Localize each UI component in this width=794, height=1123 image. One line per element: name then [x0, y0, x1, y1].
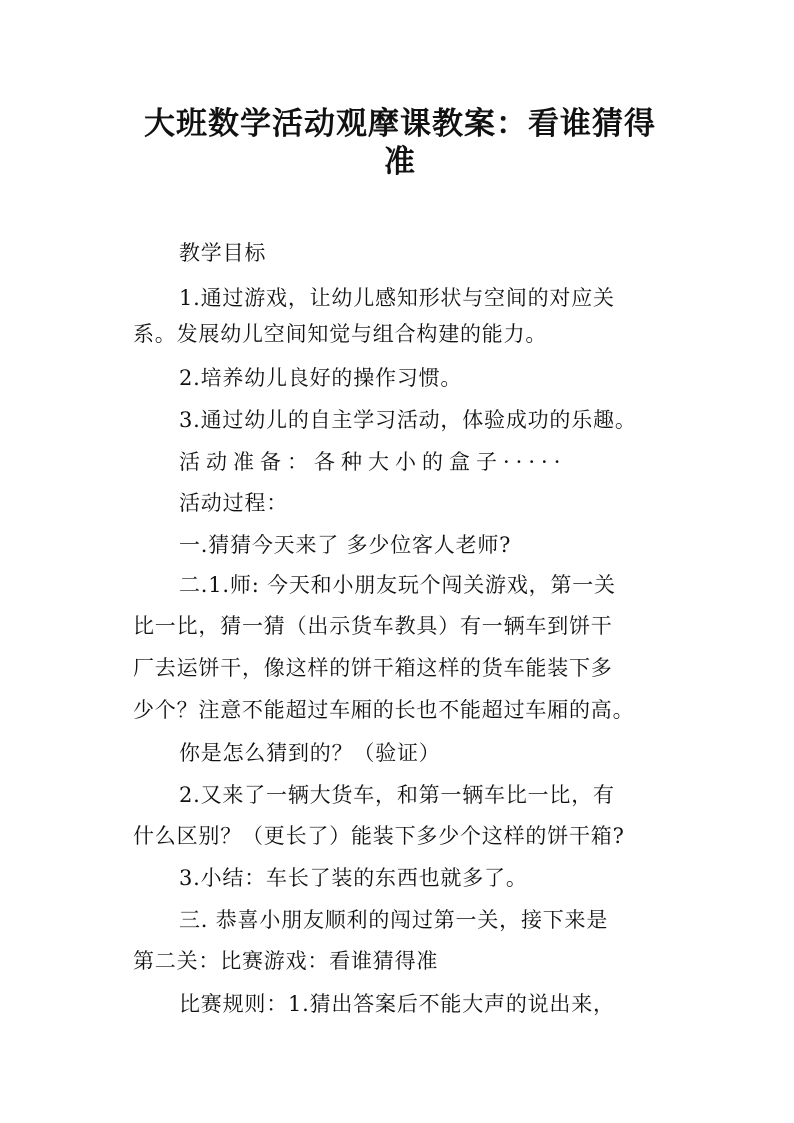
paragraph-line: 三. 恭喜小朋友顺利的闯过第一关，接下来是: [179, 908, 609, 932]
document-title-line-1: 大班数学活动观摩课教案：看谁猜得: [144, 106, 656, 142]
paragraph-line: 什么区别？（更长了）能装下多少个这样的饼干箱?: [133, 824, 625, 848]
paragraph-line: 比赛规则：1.猜出答案后不能大声的说出来，: [179, 992, 615, 1016]
section-heading-teaching-goals: 教学目标: [179, 241, 267, 265]
document-title-line-2: 准: [384, 144, 416, 180]
paragraph-line: 二.1.师: 今天和小朋友玩个闯关游戏，第一关: [179, 573, 616, 597]
paragraph-line: 1.通过游戏，让幼儿感知形状与空间的对应关: [179, 286, 615, 310]
paragraph-line: 2.培养幼儿良好的操作习惯。: [179, 366, 463, 390]
paragraph-line: 厂去运饼干，像这样的饼干箱这样的货车能装下多: [133, 656, 613, 680]
paragraph-line: 一.猜猜今天来了 多少位客人老师?: [179, 533, 512, 557]
paragraph-line: 活动准备：各种大小的盒子·····: [179, 450, 567, 474]
paragraph-line: 2.又来了一辆大货车，和第一辆车比一比，有: [179, 783, 615, 807]
paragraph-line: 你是怎么猜到的？（验证）: [179, 741, 441, 765]
paragraph-line: 3.通过幼儿的自主学习活动，体验成功的乐趣。: [179, 408, 637, 432]
paragraph-line: 系。发展幼儿空间知觉与组合构建的能力。: [133, 322, 548, 346]
section-heading-activity-process: 活动过程：: [179, 491, 288, 515]
paragraph-line: 少个？注意不能超过车厢的长也不能超过车厢的高。: [133, 698, 635, 722]
paragraph-line: 3.小结：车长了装的东西也就多了。: [179, 866, 528, 890]
paragraph-line: 第二关：比赛游戏：看谁猜得准: [133, 949, 439, 973]
paragraph-line: 比一比，猜一猜（出示货车教具）有一辆车到饼干: [133, 614, 613, 638]
